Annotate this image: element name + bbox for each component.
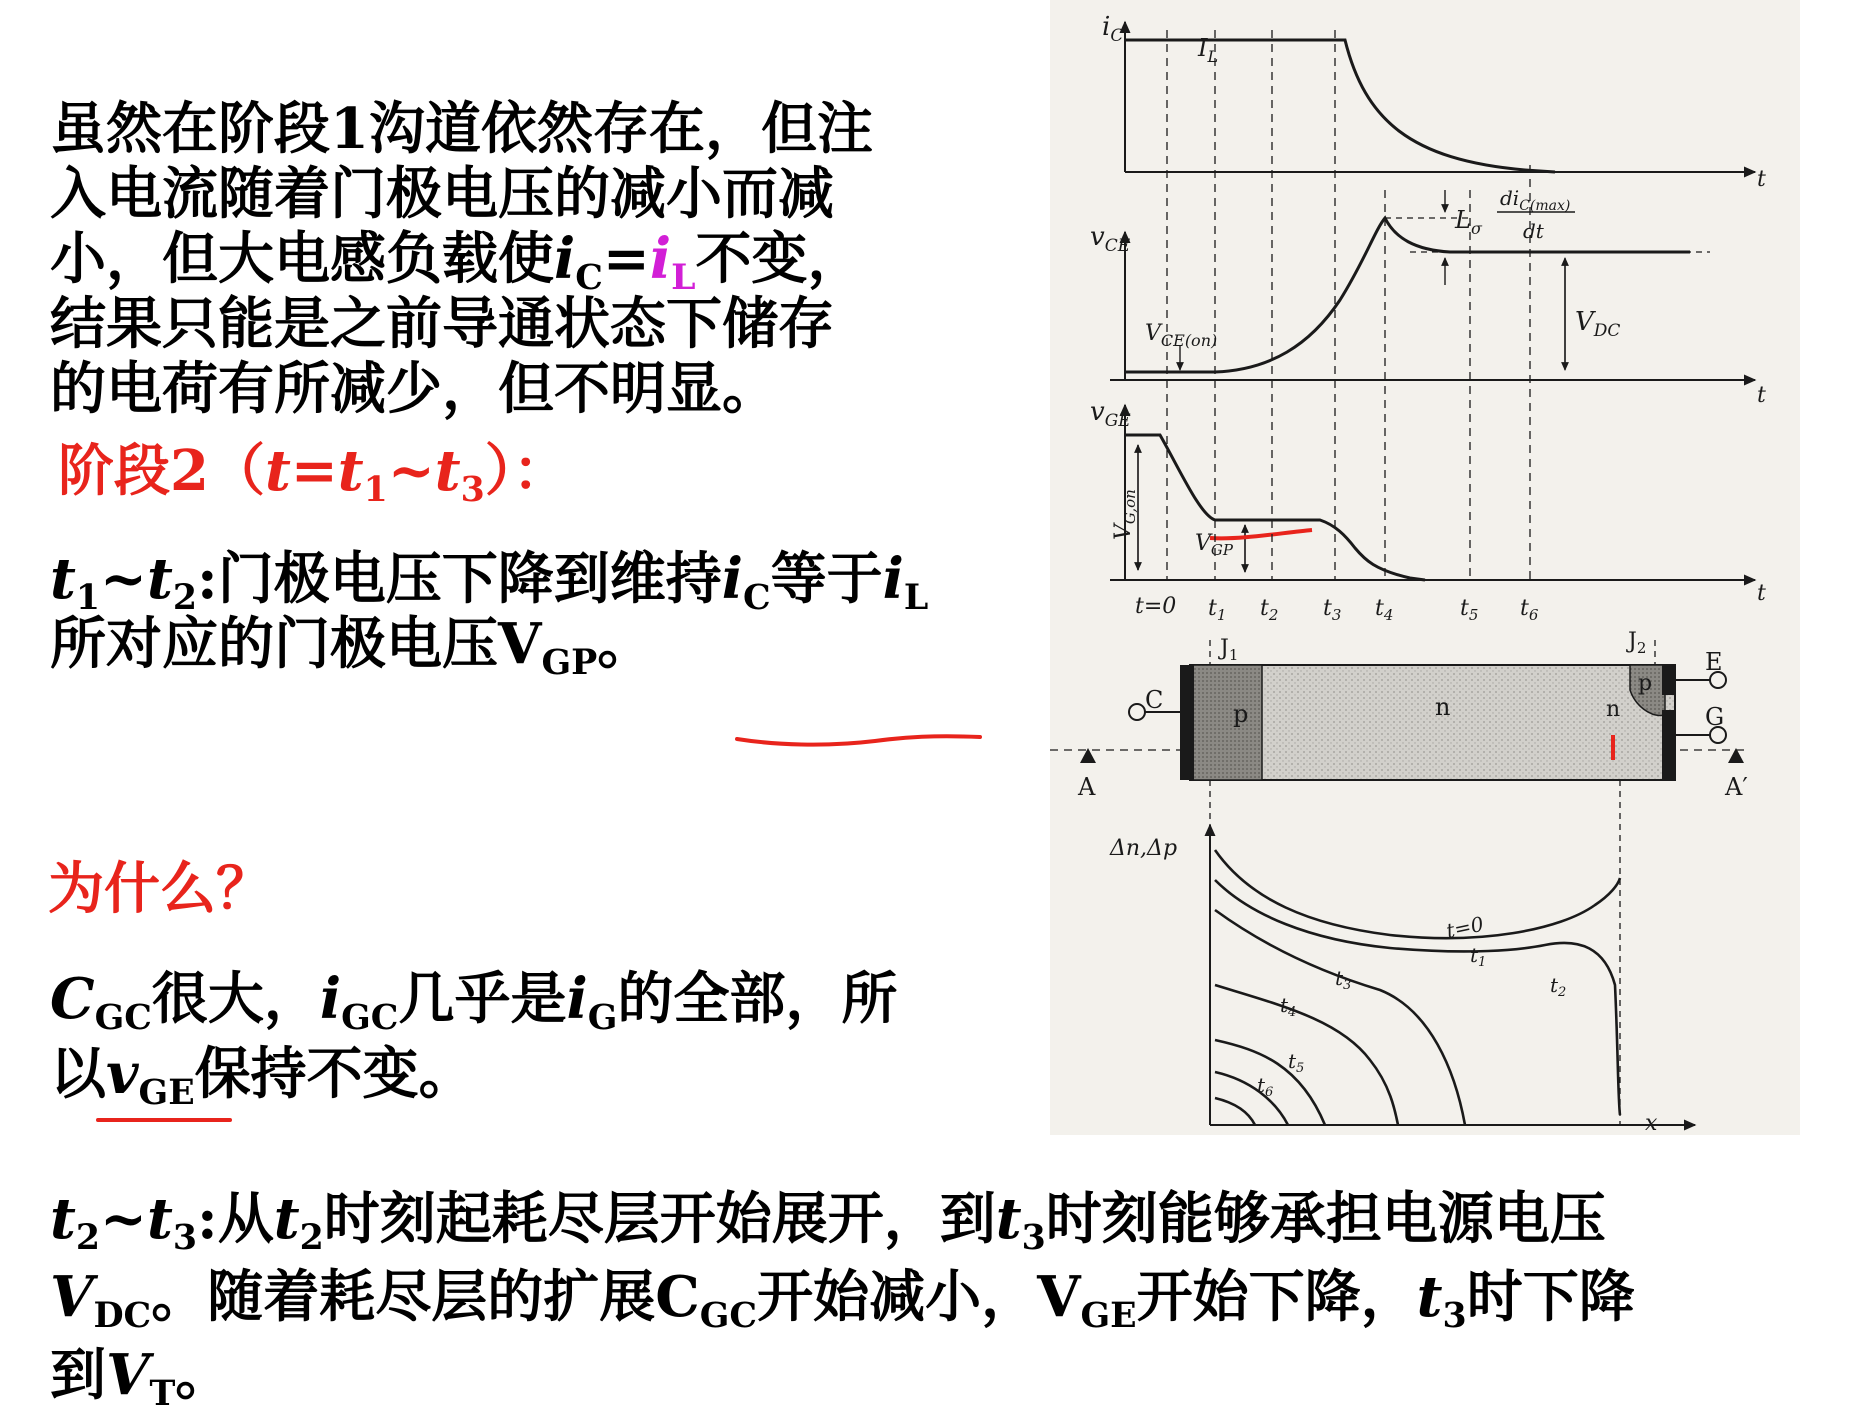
t2t3-sb: 3	[172, 1217, 198, 1259]
e-terminal-label: E	[1705, 648, 1723, 676]
vce-axis-label: $v_{CE}$	[1090, 222, 1131, 256]
curve-label-t0: t=0	[1444, 911, 1486, 943]
tick-t4: $t_4$	[1375, 596, 1394, 624]
t2t3-t3: t	[995, 1186, 1022, 1252]
cgc-text-c: 的全部，所	[617, 966, 898, 1032]
t2t3-s2: 2	[299, 1217, 324, 1259]
dn-dp-label: Δn,Δp	[1110, 836, 1178, 861]
t2t3-text-e: 开始减小，V	[757, 1264, 1081, 1330]
cgc-line2-a: 以	[50, 1041, 106, 1107]
a-left-label: A	[1078, 773, 1096, 801]
t2t3-text-b: 时刻起耗尽层开始展开，到	[323, 1186, 996, 1252]
vgp-label: $V_{GP}$	[1195, 531, 1233, 559]
cgc-c: C	[50, 966, 95, 1032]
stage2-suffix: ）：	[484, 438, 569, 504]
n-region-label: n	[1435, 693, 1451, 721]
p-left-label: p	[1233, 700, 1249, 728]
t1t2-text-b: 等于	[770, 546, 883, 612]
t1t2-tilde: ~	[100, 546, 147, 612]
cgc-line2-b: 保持不变。	[194, 1041, 475, 1107]
curve-label-t5: $t_5$	[1288, 1049, 1305, 1076]
t2t3-paragraph	[50, 1180, 1830, 1414]
t2t3-text-a: 从	[217, 1186, 274, 1252]
t2t3-text-g: 时下降	[1466, 1264, 1635, 1330]
stage2-heading	[58, 432, 569, 510]
t2t3-text-d: 。随着耗尽层的扩展C	[151, 1264, 700, 1330]
il-symbol: i	[649, 226, 672, 292]
figure-background	[1050, 0, 1800, 1135]
c-terminal-label: C	[1145, 686, 1164, 714]
ic-subscript: C	[575, 257, 603, 299]
t1t2-sa: 1	[75, 577, 101, 619]
t2t3-tb: t	[146, 1186, 173, 1252]
t2t3-gc: GC	[699, 1295, 758, 1337]
red-underline-2	[95, 1112, 245, 1128]
t2t3-v: V	[50, 1264, 94, 1330]
vge-axis-label: $v_{GE}$	[1090, 397, 1131, 431]
stage2-s1: 1	[363, 469, 388, 511]
tick-t2: $t_2$	[1260, 596, 1279, 624]
cgc-text-b: 几乎是	[398, 966, 567, 1032]
t2t3-text-f: 开始下降，	[1136, 1264, 1417, 1330]
cgc-i2: i	[566, 966, 588, 1032]
t1t2-colon: :	[197, 546, 218, 612]
cgc-gc2: GC	[341, 997, 399, 1039]
red-underline-1	[735, 725, 985, 755]
il-subscript: L	[671, 257, 696, 299]
cgc-line2	[50, 1035, 475, 1113]
g-terminal-label: G	[1705, 703, 1725, 731]
t2t3-t3b: t	[1416, 1264, 1443, 1330]
vgon-label: $V_{G,on}$	[1111, 489, 1139, 540]
vge-t-label: t	[1757, 581, 1766, 606]
cgc-gc: GC	[94, 997, 152, 1039]
t1t2-il-sub: L	[903, 577, 929, 619]
tick-t1: $t_1$	[1208, 596, 1227, 624]
t2t3-line1	[50, 1180, 1830, 1258]
vce-t-label: t	[1757, 383, 1766, 408]
t1t2-text-a: 门极电压下降到维持	[217, 546, 722, 612]
t2t3-sa: 2	[75, 1217, 101, 1259]
curve-label-t1: $t_1$	[1470, 943, 1487, 970]
stage2-t: t	[264, 438, 291, 504]
cgc-text-a: 很大，	[151, 966, 320, 1032]
stage2-prefix: 阶段2（	[58, 438, 265, 504]
tick-t5: $t_5$	[1460, 596, 1479, 624]
j1-label: $J_1$	[1220, 636, 1239, 664]
t1t2-line2-a: 所对应的门极电压V	[50, 611, 542, 677]
t1t2-ic-sub: C	[742, 577, 771, 619]
vce-on-label: $V_{CE(on)}$	[1145, 321, 1218, 350]
j2-label: $J_2$	[1628, 629, 1647, 657]
t1t2-ic: i	[721, 546, 743, 612]
t2t3-t: T	[149, 1373, 176, 1415]
t1t2-tb: t	[146, 546, 173, 612]
t2t3-line3	[50, 1336, 1830, 1414]
t1t2-line2-b: 。	[597, 611, 654, 677]
para1-text: 小，但大电感负载使	[50, 226, 554, 292]
stage2-s3: 3	[460, 469, 485, 511]
curve-label-t4: $t_4$	[1280, 993, 1297, 1020]
para1-line5: 的电荷有所减少，但不明显。	[50, 356, 778, 422]
t1t2-line2	[50, 605, 653, 683]
cgc-v: v	[106, 1041, 139, 1107]
t1t2-sb: 2	[172, 577, 198, 619]
t2t3-vt: V	[106, 1342, 150, 1408]
t2t3-line3-a: 到	[50, 1342, 106, 1408]
vdc-label: $V_{DC}$	[1575, 307, 1621, 341]
t1t2-il: i	[882, 546, 904, 612]
t2t3-s3b: 3	[1442, 1295, 1467, 1337]
t2t3-line3-b: 。	[175, 1342, 232, 1408]
igbt-turnoff-figure	[1050, 0, 1800, 1135]
tick-t0: t=0	[1135, 594, 1177, 619]
cgc-ge: GE	[138, 1072, 195, 1114]
tick-t3: $t_3$	[1323, 596, 1342, 624]
stage2-tilde: ~	[387, 438, 435, 504]
curve-label-t2: $t_2$	[1550, 973, 1567, 1000]
para1-line2: 入电流随着门极电压的减小而减	[50, 161, 834, 227]
cgc-i: i	[319, 966, 342, 1032]
ic-axis-label: $i_C$	[1102, 12, 1124, 46]
x-axis-label: x	[1645, 1111, 1658, 1135]
t2t3-tilde: ~	[100, 1186, 147, 1252]
ic-symbol: i	[554, 226, 576, 292]
t2t3-dc: DC	[93, 1295, 152, 1337]
t2t3-t2: t	[273, 1186, 300, 1252]
lsigma-label: $L_\sigma$	[1455, 206, 1482, 238]
il-label: $I_L$	[1198, 34, 1219, 66]
n-right-label: n	[1606, 697, 1621, 722]
t2t3-colon: :	[197, 1186, 218, 1252]
p-right-label: p	[1638, 671, 1653, 696]
why-question: 为什么？	[48, 856, 272, 922]
para1-text-end: 不变，	[695, 226, 864, 292]
t2t3-ta: t	[50, 1186, 76, 1252]
t2t3-line2	[50, 1258, 1830, 1336]
curve-label-t3: $t_3$	[1335, 966, 1352, 993]
t1t2-ta: t	[50, 546, 76, 612]
equals: =	[602, 226, 650, 292]
didt-numerator: $di_{C(max)}$	[1500, 186, 1571, 214]
a-right-label: A′	[1725, 773, 1748, 801]
cgc-line1	[50, 960, 897, 1038]
para1-line1: 虽然在阶段1沟道依然存在，但注	[50, 96, 873, 162]
stage2-t3: t	[434, 438, 461, 504]
curve-label-t6: $t_6$	[1257, 1073, 1274, 1100]
t1t2-vgp-sub: GP	[541, 642, 598, 684]
didt-denominator: dt	[1523, 219, 1544, 243]
cgc-g: G	[587, 997, 618, 1039]
ic-t-label: t	[1757, 167, 1766, 192]
stage2-t1: t	[337, 438, 364, 504]
t2t3-ge: GE	[1080, 1295, 1137, 1337]
t2t3-text-c: 时刻能够承担电源电压	[1045, 1186, 1606, 1252]
t2t3-s3: 3	[1021, 1217, 1046, 1259]
stage2-eq: =	[290, 438, 338, 504]
para1-line4: 结果只能是之前导通状态下储存	[50, 291, 834, 357]
tick-t6: $t_6$	[1520, 596, 1539, 624]
